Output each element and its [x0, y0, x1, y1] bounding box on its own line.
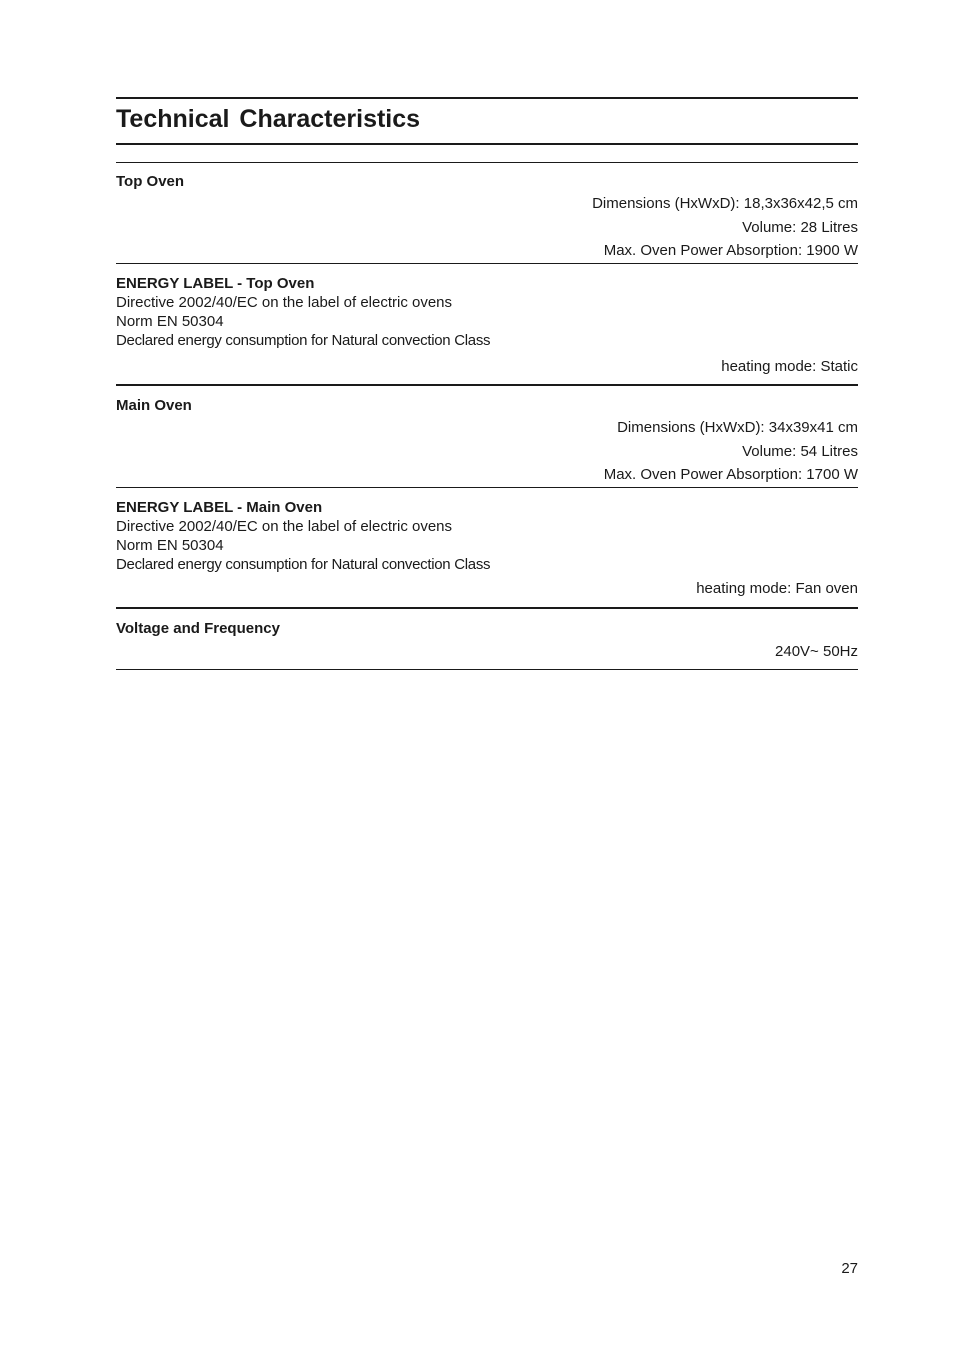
voltage-heading: Voltage and Frequency	[116, 620, 280, 637]
energy-label-main-section	[116, 488, 858, 601]
page-title: Technical Characteristics	[116, 105, 421, 133]
top-oven-volume: Volume: 28 Litres	[742, 218, 858, 236]
title-top-rule	[116, 97, 858, 99]
voltage-value: 240V~ 50Hz	[775, 643, 858, 660]
page-number: 27	[841, 1260, 858, 1277]
section-divider	[116, 669, 858, 670]
energy-main-declared: Declared energy consumption for Natural convection Class	[116, 555, 491, 573]
main-oven-heading: Main Oven	[116, 397, 192, 414]
energy-top-heating-mode: heating mode: Static	[721, 357, 858, 375]
top-oven-section	[116, 163, 858, 263]
energy-label-main-heading: ENERGY LABEL - Main Oven	[116, 498, 323, 516]
main-oven-volume: Volume: 54 Litres	[742, 442, 858, 460]
energy-main-norm: Norm EN 50304	[116, 536, 224, 554]
energy-main-heating-mode: heating mode: Fan oven	[696, 579, 858, 597]
main-oven-dimensions: Dimensions (HxWxD): 34x39x41 cm	[617, 419, 858, 436]
energy-top-directive: Directive 2002/40/EC on the label of electric ovens	[116, 293, 453, 311]
energy-label-top-section	[116, 264, 858, 379]
energy-top-norm: Norm EN 50304	[116, 312, 224, 330]
main-oven-section	[116, 386, 858, 487]
top-oven-heading: Top Oven	[116, 173, 185, 190]
main-oven-power: Max. Oven Power Absorption: 1700 W	[603, 466, 858, 483]
technical-characteristics-page	[116, 97, 858, 670]
top-oven-dimensions: Dimensions (HxWxD): 18,3x36x42,5 cm	[592, 195, 858, 212]
title-bottom-rule	[116, 143, 858, 145]
energy-top-declared: Declared energy consumption for Natural convection Class	[116, 331, 491, 349]
energy-main-directive: Directive 2002/40/EC on the label of electric ovens	[116, 517, 453, 535]
voltage-section	[116, 609, 858, 664]
top-oven-power: Max. Oven Power Absorption: 1900 W	[603, 242, 858, 259]
energy-label-top-heading: ENERGY LABEL - Top Oven	[116, 274, 315, 292]
